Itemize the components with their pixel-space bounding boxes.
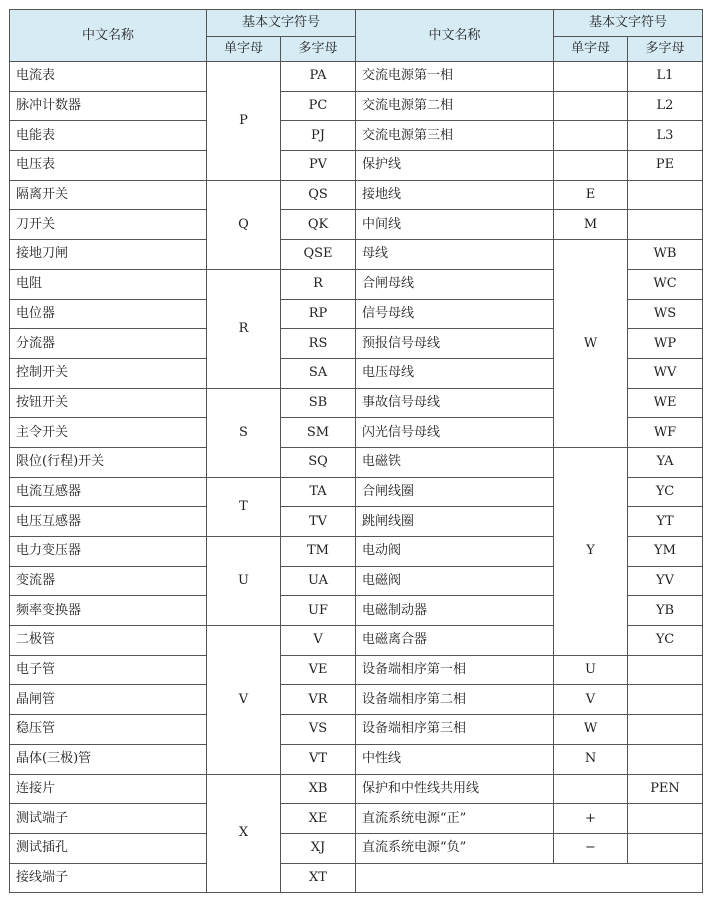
component-name: 合闸母线 xyxy=(356,269,554,299)
single-letter-symbol: V xyxy=(554,685,628,715)
component-name: 电磁制动器 xyxy=(356,596,554,626)
single-letter-symbol: R xyxy=(207,269,281,388)
multi-letter-symbol: V xyxy=(281,626,356,656)
table-row xyxy=(356,507,703,537)
table-row xyxy=(10,418,356,448)
single-letter-symbol: X xyxy=(207,774,281,893)
component-name: 脉冲计数器 xyxy=(10,91,207,121)
component-name: 合闸线圈 xyxy=(356,477,554,507)
multi-letter-symbol: R xyxy=(281,269,356,299)
table-row xyxy=(10,240,356,270)
component-name: 交流电源第二相 xyxy=(356,91,554,121)
multi-letter-symbol xyxy=(628,715,703,745)
component-name: 跳闸线圈 xyxy=(356,507,554,537)
single-letter-symbol: T xyxy=(207,477,281,536)
multi-letter-symbol xyxy=(628,180,703,210)
component-name: 电流表 xyxy=(10,62,207,92)
table-row xyxy=(10,715,356,745)
component-name: 中性线 xyxy=(356,744,554,774)
multi-letter-symbol xyxy=(628,655,703,685)
multi-letter-symbol: PJ xyxy=(281,121,356,151)
component-name: 交流电源第一相 xyxy=(356,62,554,92)
component-name: 信号母线 xyxy=(356,299,554,329)
right-header-multi: 多字母 xyxy=(628,37,703,62)
table-row xyxy=(356,447,703,477)
component-name: 主令开关 xyxy=(10,418,207,448)
component-name: 隔离开关 xyxy=(10,180,207,210)
component-name: 晶闸管 xyxy=(10,685,207,715)
table-row xyxy=(10,744,356,774)
multi-letter-symbol: QS xyxy=(281,180,356,210)
table-row xyxy=(10,774,356,804)
left-header-single: 单字母 xyxy=(207,37,281,62)
component-name: 分流器 xyxy=(10,329,207,359)
multi-letter-symbol: L3 xyxy=(628,121,703,151)
table-row xyxy=(356,299,703,329)
component-name: 电流互感器 xyxy=(10,477,207,507)
table-row xyxy=(10,210,356,240)
table-row xyxy=(10,329,356,359)
multi-letter-symbol: SM xyxy=(281,418,356,448)
table-row xyxy=(10,151,356,181)
multi-letter-symbol: YT xyxy=(628,507,703,537)
table-row xyxy=(10,537,356,567)
component-name: 交流电源第三相 xyxy=(356,121,554,151)
component-name: 电能表 xyxy=(10,121,207,151)
component-name: 闪光信号母线 xyxy=(356,418,554,448)
table-row xyxy=(356,715,703,745)
single-letter-symbol: E xyxy=(554,180,628,210)
table-row xyxy=(10,299,356,329)
multi-letter-symbol: VT xyxy=(281,744,356,774)
left-symbol-table xyxy=(9,9,356,893)
table-row xyxy=(10,180,356,210)
single-letter-symbol: Y xyxy=(554,447,628,655)
multi-letter-symbol: WB xyxy=(628,240,703,270)
component-name: 电压母线 xyxy=(356,358,554,388)
multi-letter-symbol: TA xyxy=(281,477,356,507)
multi-letter-symbol: L1 xyxy=(628,62,703,92)
multi-letter-symbol: TV xyxy=(281,507,356,537)
table-row xyxy=(356,62,703,92)
single-letter-symbol xyxy=(554,91,628,121)
table-row xyxy=(356,744,703,774)
multi-letter-symbol: XT xyxy=(281,863,356,893)
multi-letter-symbol xyxy=(628,804,703,834)
multi-letter-symbol: VS xyxy=(281,715,356,745)
table-row xyxy=(356,91,703,121)
multi-letter-symbol: PC xyxy=(281,91,356,121)
component-name: 保护线 xyxy=(356,151,554,181)
table-row xyxy=(356,240,703,270)
single-letter-symbol: − xyxy=(554,833,628,863)
single-letter-symbol: U xyxy=(554,655,628,685)
multi-letter-symbol: YA xyxy=(628,447,703,477)
single-letter-symbol xyxy=(554,121,628,151)
multi-letter-symbol: RP xyxy=(281,299,356,329)
component-name: 电子管 xyxy=(10,655,207,685)
component-name: 控制开关 xyxy=(10,358,207,388)
component-name: 二极管 xyxy=(10,626,207,656)
component-name: 刀开关 xyxy=(10,210,207,240)
component-name: 电位器 xyxy=(10,299,207,329)
component-name: 设备端相序第三相 xyxy=(356,715,554,745)
multi-letter-symbol: QSE xyxy=(281,240,356,270)
right-header-name: 中文名称 xyxy=(356,10,554,62)
multi-letter-symbol: QK xyxy=(281,210,356,240)
table-row xyxy=(10,388,356,418)
component-name: 接线端子 xyxy=(10,863,207,893)
table-row xyxy=(10,566,356,596)
left-header-symbol-group: 基本文字符号 xyxy=(207,10,356,37)
single-letter-symbol: W xyxy=(554,715,628,745)
multi-letter-symbol: UF xyxy=(281,596,356,626)
right-symbol-table xyxy=(355,9,703,893)
empty-cell xyxy=(356,863,703,893)
single-letter-symbol xyxy=(554,151,628,181)
component-name: 事故信号母线 xyxy=(356,388,554,418)
right-header-single: 单字母 xyxy=(554,37,628,62)
table-row xyxy=(356,655,703,685)
table-row xyxy=(10,477,356,507)
multi-letter-symbol: TM xyxy=(281,537,356,567)
multi-letter-symbol: SB xyxy=(281,388,356,418)
table-row xyxy=(356,329,703,359)
multi-letter-symbol: YV xyxy=(628,566,703,596)
table-row xyxy=(356,151,703,181)
single-letter-symbol xyxy=(554,62,628,92)
multi-letter-symbol: RS xyxy=(281,329,356,359)
table-row xyxy=(356,358,703,388)
table-row xyxy=(356,685,703,715)
table-row xyxy=(356,833,703,863)
component-name: 接地线 xyxy=(356,180,554,210)
table-row xyxy=(356,210,703,240)
multi-letter-symbol: WC xyxy=(628,269,703,299)
table-row xyxy=(356,180,703,210)
single-letter-symbol xyxy=(554,774,628,804)
table-row xyxy=(10,626,356,656)
multi-letter-symbol: WE xyxy=(628,388,703,418)
component-name: 设备端相序第二相 xyxy=(356,685,554,715)
table-row xyxy=(10,685,356,715)
multi-letter-symbol: WF xyxy=(628,418,703,448)
multi-letter-symbol: WP xyxy=(628,329,703,359)
component-name: 电阻 xyxy=(10,269,207,299)
multi-letter-symbol xyxy=(628,833,703,863)
multi-letter-symbol: PA xyxy=(281,62,356,92)
single-letter-symbol: N xyxy=(554,744,628,774)
multi-letter-symbol: PV xyxy=(281,151,356,181)
single-letter-symbol: + xyxy=(554,804,628,834)
component-name: 晶体(三极)管 xyxy=(10,744,207,774)
table-row xyxy=(10,269,356,299)
table-row xyxy=(356,477,703,507)
component-name: 频率变换器 xyxy=(10,596,207,626)
table-row xyxy=(10,447,356,477)
single-letter-symbol: P xyxy=(207,62,281,181)
multi-letter-symbol: WS xyxy=(628,299,703,329)
table-row xyxy=(10,121,356,151)
multi-letter-symbol: YM xyxy=(628,537,703,567)
table-row xyxy=(356,863,703,893)
table-row xyxy=(356,804,703,834)
table-row xyxy=(10,863,356,893)
table-row xyxy=(10,62,356,92)
component-name: 中间线 xyxy=(356,210,554,240)
component-name: 限位(行程)开关 xyxy=(10,447,207,477)
multi-letter-symbol: XE xyxy=(281,804,356,834)
component-name: 电磁阀 xyxy=(356,566,554,596)
multi-letter-symbol: VE xyxy=(281,655,356,685)
single-letter-symbol: W xyxy=(554,240,628,448)
component-name: 预报信号母线 xyxy=(356,329,554,359)
component-name: 电动阀 xyxy=(356,537,554,567)
component-name: 按钮开关 xyxy=(10,388,207,418)
table-row xyxy=(356,418,703,448)
multi-letter-symbol: L2 xyxy=(628,91,703,121)
component-name: 保护和中性线共用线 xyxy=(356,774,554,804)
multi-letter-symbol: XB xyxy=(281,774,356,804)
right-table-body xyxy=(356,62,703,893)
single-letter-symbol: V xyxy=(207,626,281,774)
component-name: 直流系统电源“负” xyxy=(356,833,554,863)
table-row xyxy=(356,566,703,596)
table-row xyxy=(10,596,356,626)
table-row xyxy=(356,269,703,299)
table-row xyxy=(10,91,356,121)
left-table-body xyxy=(10,62,356,893)
component-name: 测试端子 xyxy=(10,804,207,834)
component-name: 母线 xyxy=(356,240,554,270)
multi-letter-symbol: WV xyxy=(628,358,703,388)
multi-letter-symbol: UA xyxy=(281,566,356,596)
multi-letter-symbol: XJ xyxy=(281,833,356,863)
multi-letter-symbol xyxy=(628,685,703,715)
multi-letter-symbol: YC xyxy=(628,626,703,656)
table-row xyxy=(10,804,356,834)
table-row xyxy=(356,596,703,626)
multi-letter-symbol xyxy=(628,210,703,240)
left-header-multi: 多字母 xyxy=(281,37,356,62)
component-name: 电压表 xyxy=(10,151,207,181)
multi-letter-symbol: SQ xyxy=(281,447,356,477)
component-name: 接地刀闸 xyxy=(10,240,207,270)
multi-letter-symbol xyxy=(628,744,703,774)
left-header-name: 中文名称 xyxy=(10,10,207,62)
multi-letter-symbol: YC xyxy=(628,477,703,507)
table-row xyxy=(356,121,703,151)
single-letter-symbol: Q xyxy=(207,180,281,269)
table-row xyxy=(10,833,356,863)
single-letter-symbol: M xyxy=(554,210,628,240)
table-row xyxy=(356,774,703,804)
component-name: 电磁铁 xyxy=(356,447,554,477)
single-letter-symbol: U xyxy=(207,537,281,626)
multi-letter-symbol: SA xyxy=(281,358,356,388)
table-row xyxy=(10,655,356,685)
table-row xyxy=(356,537,703,567)
component-name: 稳压管 xyxy=(10,715,207,745)
right-header-symbol-group: 基本文字符号 xyxy=(554,10,703,37)
component-name: 直流系统电源“正” xyxy=(356,804,554,834)
component-name: 电压互感器 xyxy=(10,507,207,537)
table-row xyxy=(356,626,703,656)
component-name: 连接片 xyxy=(10,774,207,804)
table-row xyxy=(10,507,356,537)
component-name: 变流器 xyxy=(10,566,207,596)
component-name: 测试插孔 xyxy=(10,833,207,863)
component-name: 电力变压器 xyxy=(10,537,207,567)
component-name: 电磁离合器 xyxy=(356,626,554,656)
multi-letter-symbol: PE xyxy=(628,151,703,181)
table-row xyxy=(356,388,703,418)
multi-letter-symbol: YB xyxy=(628,596,703,626)
multi-letter-symbol: VR xyxy=(281,685,356,715)
table-row xyxy=(10,358,356,388)
multi-letter-symbol: PEN xyxy=(628,774,703,804)
single-letter-symbol: S xyxy=(207,388,281,477)
component-name: 设备端相序第一相 xyxy=(356,655,554,685)
